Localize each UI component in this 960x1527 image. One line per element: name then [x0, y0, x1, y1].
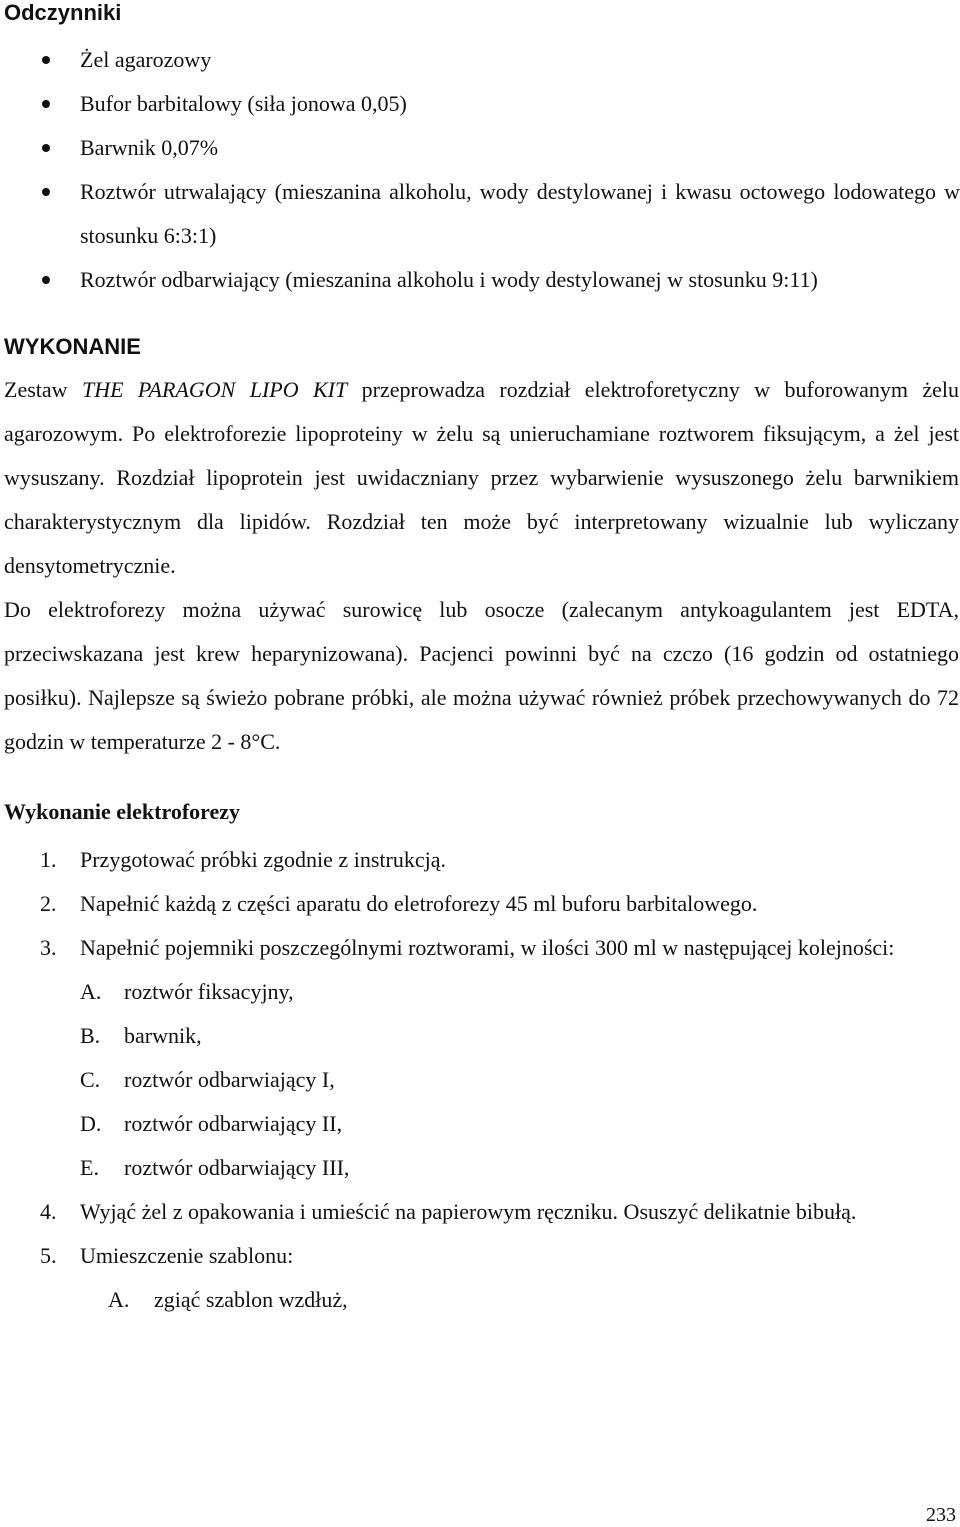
sub-letter: D. [80, 1111, 102, 1136]
kit-name: THE PARAGON LIPO KIT [81, 377, 348, 402]
step-item [0, 1190, 960, 1234]
step-item [0, 1234, 960, 1322]
step-text: Umieszczenie szablonu: [80, 1243, 294, 1268]
sub-letter: A. [108, 1287, 130, 1312]
sub-item [80, 1058, 960, 1102]
reagent-text: Roztwór odbarwiający (mieszanina alkoholu i wody destylowanej w stosunku 9:11) [80, 267, 818, 292]
list-item [0, 38, 960, 82]
step-item [0, 882, 960, 926]
reagents-list [0, 38, 960, 302]
procedure-heading: WYKONANIE [4, 334, 141, 359]
sub-text: roztwór odbarwiający I, [124, 1067, 335, 1092]
step-text: Przygotować próbki zgodnie z instrukcją. [80, 847, 446, 872]
step-number: 1. [40, 847, 57, 872]
sub-text: roztwór odbarwiający II, [124, 1111, 343, 1136]
step-text: Napełnić każdą z części aparatu do eletroforezy 45 ml buforu barbitalowego. [80, 891, 758, 916]
sub-text: zgiąć szablon wzdłuż, [154, 1287, 348, 1312]
sub-item [80, 1278, 960, 1322]
page-number: 233 [926, 1504, 956, 1526]
step-number: 3. [40, 935, 57, 960]
step-text: Napełnić pojemniki poszczególnymi roztworami, w ilości 300 ml w następującej kolejności: [80, 935, 895, 960]
list-item [0, 170, 960, 258]
sub-letter: C. [80, 1067, 101, 1092]
electrophoresis-heading: Wykonanie elektroforezy [4, 799, 241, 824]
sub-text: roztwór fiksacyjny, [124, 979, 294, 1004]
solution-order-list [80, 970, 960, 1190]
step-item [0, 838, 960, 882]
reagent-text: Bufor barbitalowy (siła jonowa 0,05) [80, 91, 407, 116]
step-number: 5. [40, 1243, 57, 1268]
list-item [0, 258, 960, 302]
step-item [0, 926, 960, 1190]
template-steps-list [80, 1278, 960, 1322]
reagent-text: Barwnik 0,07% [80, 135, 219, 160]
reagent-text: Roztwór utrwalający (mieszanina alkoholu, wody destylowanej i kwasu octowego lodowatego w stosunku 6:3:1) [80, 179, 960, 248]
bullet-icon [42, 144, 50, 152]
bullet-icon [42, 276, 50, 284]
sub-item [80, 1102, 960, 1146]
reagent-text: Żel agarozowy [80, 47, 212, 72]
para1-rest: przeprowadza rozdział elektroforetyczny w buforowanym żelu agarozowym. Po elektroforezie lipoproteiny w żelu są unieruchamiane roztworem fiksującym, a żel jest wysuszany. Rozdział lipoprotein jest uwidaczniany przez wybarwienie wysuszonego żelu barwnikiem charakterystycznym dla lipidów. Rozdział ten może być interpretowany wizualnie lub wyliczany densytometrycznie. [4, 377, 960, 578]
list-item [0, 126, 960, 170]
bullet-icon [42, 56, 50, 64]
bullet-icon [42, 188, 50, 196]
procedure-paragraph-1 [4, 368, 959, 588]
step-number: 4. [40, 1199, 57, 1224]
sub-item [80, 1146, 960, 1190]
step-number: 2. [40, 891, 57, 916]
sub-letter: A. [80, 979, 102, 1004]
sub-text: barwnik, [124, 1023, 202, 1048]
list-item [0, 82, 960, 126]
bullet-icon [42, 100, 50, 108]
step-text: Wyjąć żel z opakowania i umieścić na papierowym ręczniku. Osuszyć delikatnie bibułą. [80, 1199, 857, 1224]
sub-item [80, 970, 960, 1014]
para1-prefix: Zestaw [4, 377, 82, 402]
sub-letter: E. [80, 1155, 99, 1180]
reagents-heading: Odczynniki [4, 0, 122, 25]
sub-item [80, 1014, 960, 1058]
electrophoresis-steps [0, 838, 960, 1322]
sub-letter: B. [80, 1023, 101, 1048]
procedure-paragraph-2: Do elektroforezy można używać surowicę lub osocze (zalecanym antykoagulantem jest EDTA, przeciwskazana jest krew heparynizowana). Pacjenci powinni być na czczo (16 godzin od ostatniego posiłku). Najlepsze są świeżo pobrane próbki, ale można używać również próbek przechowywanych do 72 godzin w temperaturze 2 - 8°C. [4, 597, 959, 754]
sub-text: roztwór odbarwiający III, [124, 1155, 350, 1180]
